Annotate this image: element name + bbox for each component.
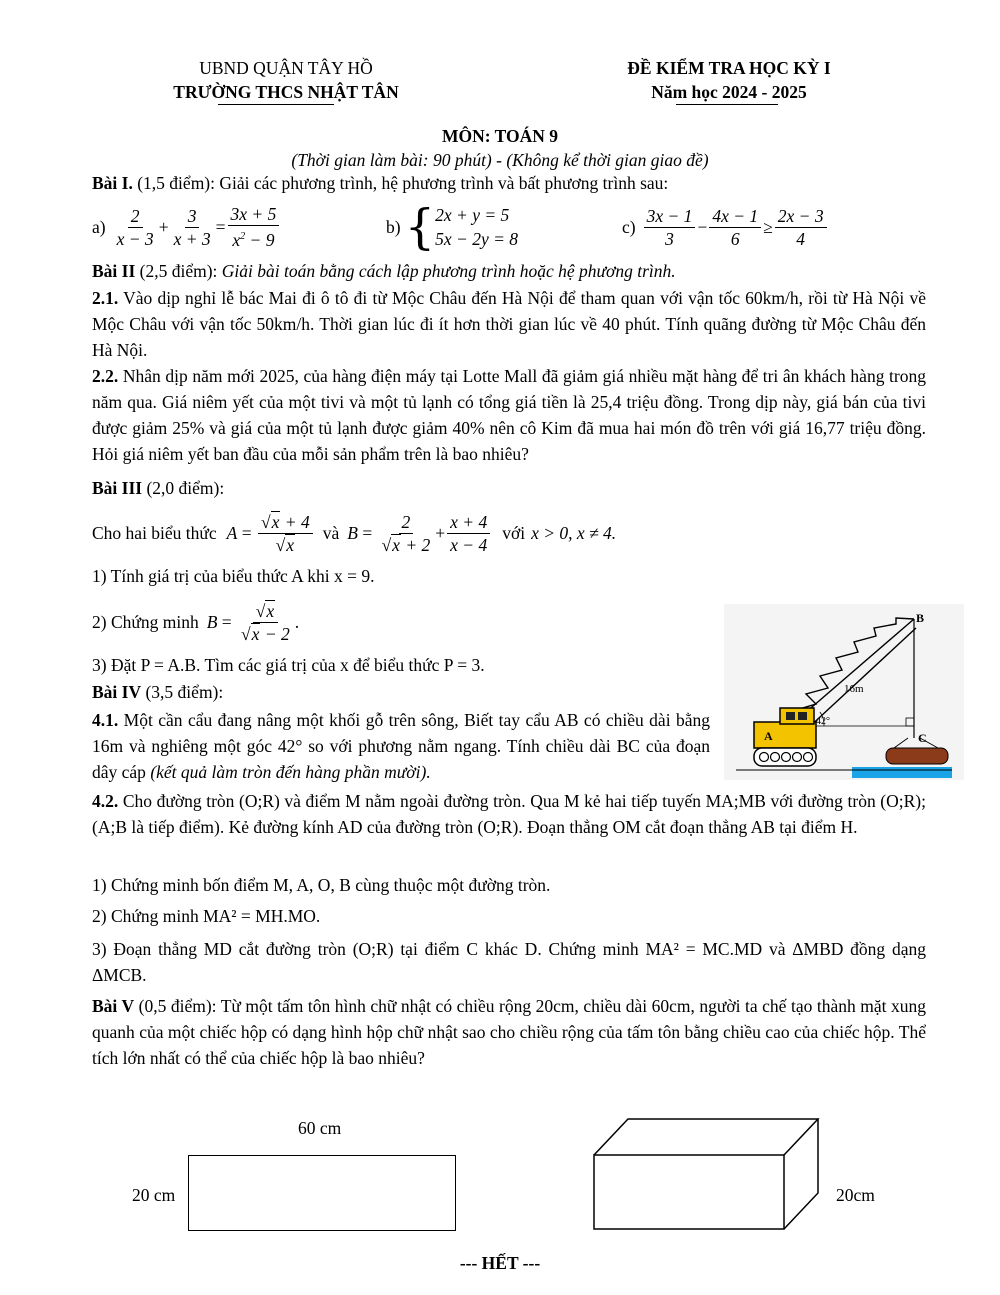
bai4-heading: Bài IV (3,5 điểm): [92,682,224,702]
school-underline [218,104,334,105]
bai1-part-a: a) $\frac{2}{x - 3}$ + $\frac{3}{x + 3}$ = $\frac{3x + 5}{x^2 - 9}$ [92,200,281,254]
bai4-question-1: 1) Chứng minh bốn điểm M, A, O, B cùng thuộc một đường tròn. [92,875,551,895]
metal-sheet-rectangle [188,1155,456,1231]
exam-title: ĐỀ KIỂM TRA HỌC KỲ I [627,58,831,78]
problem-2-2: 2.2. Nhân dịp năm mới 2025, của hàng điện máy tại Lotte Mall đã giảm giá nhiều mặt hàng để tri ân khách hàng trong năm qua. Giá niêm yết của một tivi và một tủ lạnh có tổng giá tiền là 25,4 triệu đồng. Trong dịp này, giá bán của tivi được giảm 25% và giá của một tủ lạnh được giảm 40% nên cô Kim đã mua hai món đồ trên với giá 16,77 triệu đồng. Hỏi giá niêm yết ban đầu của mỗi sản phẩm trên là bao nhiêu? [92,366,926,464]
year-underline [676,104,778,105]
bai3-expressions: Cho hai biểu thức A = $\frac{√x + 4}{√x}$ và B = $\frac{2}{√x + 2}$ + $\frac{x + 4}{x - 4}$ với x > 0, x ≠ 4. [92,511,617,555]
point-c-label: C [918,731,927,745]
bai1-part-b: b) { 2x + y = 5 5x − 2y = 8 [386,199,519,255]
bai3-heading: Bài III (2,0 điểm): [92,478,225,498]
sheet-width-label: 20 cm [132,1185,176,1205]
box-figure [592,1117,822,1233]
problem-5: Bài V (0,5 điểm): Từ một tấm tôn hình chữ nhật có chiều rộng 20cm, chiều dài 60cm, người ta chế tạo thành mặt xung quanh của một chiếc hộp có dạng hình hộp chữ nhật sao cho chiều rộng của tấm tôn bằng chiều cao của chiếc hộp. Thể tích lớn nhất có thể của chiếc hộp là bao nhiêu? [92,996,926,1068]
boom-angle-label: 42° [816,716,830,727]
district-name: UBND QUẬN TÂY HỒ [199,58,373,78]
sheet-length-label: 60 cm [298,1118,342,1138]
wooden-log [886,748,948,764]
bai3-question-2: 2) Chứng minh B = $\frac{√x}{√x - 2}$ . [92,600,300,644]
school-year: Năm học 2024 - 2025 [651,82,807,102]
problem-2-1: 2.1. Vào dịp nghỉ lễ bác Mai đi ô tô đi từ Mộc Châu đến Hà Nội để tham quan với vận tốc 60km/h, rồi từ Hà Nội về Mộc Châu với vận tốc 50km/h. Thời gian lúc đi ít hơn thời gian lúc về 40 phút. Tính quãng đường từ Mộc Châu đến Hà Nội. [92,288,926,360]
end-marker: --- HẾT --- [459,1253,541,1273]
river [852,767,952,778]
bai4-question-2: 2) Chứng minh MA² = MH.MO. [92,906,321,926]
bai1-part-c: c) $\frac{3x - 1}{3}$ − $\frac{4x - 1}{6}$ ≥ $\frac{2x - 3}{4}$ [622,200,829,254]
school-name: TRƯỜNG THCS NHẬT TÂN [173,82,399,102]
time-note: (Thời gian làm bài: 90 phút) - (Không kể thời gian giao đề) [291,150,709,170]
bai4-question-3: 3) Đoạn thẳng MD cắt đường tròn (O;R) tại điểm C khác D. Chứng minh MA² = MC.MD và ΔMBD đồng dạng ΔMCB. [92,939,926,985]
problem-4-1: 4.1. Một cần cẩu đang nâng một khối gỗ trên sông, Biết tay cẩu AB có chiều dài bằng 16m và nghiêng một góc 42° so với phương nằm ngang. Tính chiều dài BC của đoạn dây cáp (kết quả làm tròn đến hàng phần mười). [92,710,710,782]
bai1-heading: Bài I. (1,5 điểm): Giải các phương trình, hệ phương trình và bất phương trình sau: [92,173,669,193]
crane-figure [724,604,964,780]
point-b-label: B [916,611,925,625]
bai3-question-3: 3) Đặt P = A.B. Tìm các giá trị của x để biểu thức P = 3. [92,655,485,675]
problem-4-2: 4.2. Cho đường tròn (O;R) và điểm M nằm ngoài đường tròn. Qua M kẻ hai tiếp tuyến MA;MB với đường tròn (O;R);(A;B là tiếp điểm). Kẻ đường kính AD của đường tròn (O;R). Đoạn thẳng OM cắt đoạn thẳng AB tại điểm H. [92,791,926,837]
point-a-label: A [764,729,773,743]
boom-length-label: 16m [844,683,864,695]
crane-tracks [754,748,816,766]
box-height-label: 20cm [836,1185,875,1205]
bai3-question-1: 1) Tính giá trị của biểu thức A khi x = 9. [92,566,375,586]
bai2-heading: Bài II (2,5 điểm): Giải bài toán bằng cách lập phương trình hoặc hệ phương trình. [92,261,676,281]
subject-title: MÔN: TOÁN 9 [441,126,559,146]
